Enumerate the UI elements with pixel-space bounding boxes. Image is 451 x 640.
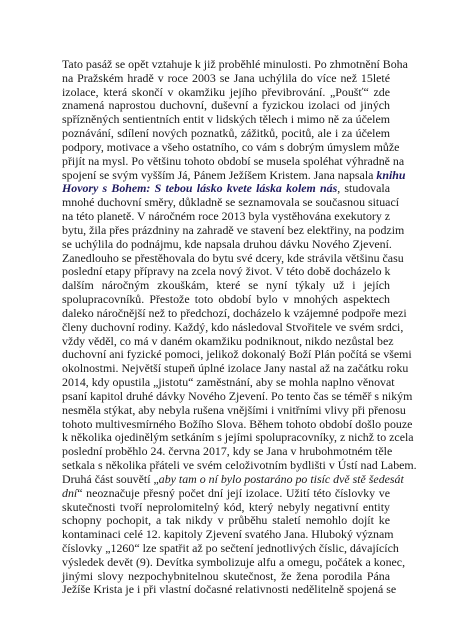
text-span: izolace, která skončí v okamžiku jejího převibrování. „Poušť“ zde [62,84,390,99]
text-span: okolnostmi. Největší stupeň úplné izolace Jany nastal až na začátku roku [62,361,409,376]
text-span: vždy věděl, co má v daném okamžiku podniknout, nikdo nezůstal bez [62,333,394,348]
text-line [62,514,390,528]
text-line [62,430,414,445]
text-line [62,238,390,252]
book-title-emphasis: knihu [376,167,406,182]
book-title-emphasis: Hovory s Bohem: S tebou lásko kvete láska kolem nás [62,181,338,196]
text-span: přijít na mysl. Po většinu tohoto období se musela spoléhat výhradně na [62,153,405,168]
text-line [62,458,417,473]
text-line [62,471,404,487]
text-span: poslední proběhlo 24. června 2017, kdy se Jana v hrubohmotném těle [62,444,393,459]
text-line [62,375,395,390]
text-line [62,347,412,362]
text-line [62,72,390,86]
text-span: “ neoznačuje přesný počet dní její izolace. Užití této číslovky ve [77,485,390,500]
text-line [62,582,397,597]
text-line [62,222,405,238]
text-line [62,57,408,72]
text-span: spřízněných sentientních entit v lidských tělech i mimo ně za účelem [62,112,390,127]
text-line [62,139,400,155]
text-span: výsledek devět (9). Devítka symbolizuje alfu a omegu, počátek a konec, [62,554,406,569]
text-span: na Pražském hradě v roce 2003 se Jana uchýlila do více než 15leté [62,70,390,85]
text-span: bytu, žila přes prázdniny na zahradě ve stavení bez elektřiny, na podzim [62,222,405,237]
text-line [62,527,394,542]
body-paragraph [62,57,417,597]
text-span: jinými slovy nezpochybnitelnou skutečnost, že žena porodila Pána [62,568,390,583]
text-line [62,265,390,279]
text-span: Zanedlouho se přestěhovala do bytu své dcery, kde strávila většinu času [62,250,404,265]
text-line [62,293,390,307]
text-line [62,444,393,459]
text-line [62,305,407,321]
text-span: tohoto multivesmírného Božího Slova. Během tohoto období došlo pouze [62,416,413,431]
text-span: dalším náročným zkouškám, které se nyní týkaly už i jejích [62,278,390,293]
text-span: mnohé duchovní směry, důkladně se seznamovala se současnou situací [62,195,400,210]
text-line [62,250,404,266]
text-line [62,153,405,169]
text-span: daleko náročnější než to předchozí, docházelo k vzájemné podpoře mezi [62,305,407,320]
text-span: k několika ojedinělým setkáním s jejími spolupracovníky, z nichž to zcela [62,430,414,445]
text-line [62,127,390,141]
text-span: poznávání, sdílení nových poznatků, zážitků, pocitů, ale i za účelem [62,126,390,141]
text-line [62,361,409,376]
text-span: schopny pochopit, a tak nikdy v průběhu staletí nemohlo dojít ke [62,513,390,528]
text-span: , studovala [337,181,390,196]
text-span: číslovky „1260“ lze spatřit až po sečtení jednotlivých číslic, dávajících [62,540,399,555]
text-line [62,333,394,349]
text-line [62,210,390,224]
text-line [62,540,399,556]
text-line [62,182,390,196]
text-span: duchovní ani fyzické pomoci, jelikož dokonalý Boží Plán počítá se všemi [62,347,412,362]
quoted-text: dní [62,485,78,500]
text-line [62,99,390,113]
text-line [62,319,404,335]
text-span: setkala s několika přáteli ve svém celoživotním bydlišti v Ústí nad Labem. [62,458,417,473]
text-span: kontaminaci celé 12. kapitoly Zjevení svatého Jana. Hluboký význam [62,527,394,542]
text-span: Ježíše Krista je i při vlastní dočasné relativnosti nedělitelně spojená se [62,582,397,597]
text-span: spojení se svým vyšším Já, Pánem Ježíšem Kristem. Jana napsala [62,167,377,182]
text-line [62,195,400,210]
text-span: podpory, motivace a všeho ostatního, co vám s dobrým úmyslem může [62,139,400,154]
text-span: znamená naprostou duchovní, duševní a fyzickou izolaci od jiných [62,98,390,113]
text-line [62,402,406,418]
text-line [62,554,406,570]
text-line [62,501,390,515]
text-line [62,388,413,404]
text-line [62,167,406,183]
text-span: skutečnosti tvoří neprolomitelný kód, který nebyly negativní entity [62,499,390,514]
text-line [62,570,390,584]
text-line [62,416,413,432]
text-line [62,487,390,501]
quoted-text: aby tam o ní bylo postaráno po tisíc dvě stě šedesát [158,471,404,486]
text-line [62,279,390,293]
text-span: členy duchovní rodiny. Každý, kdo následoval Stvořitele ve svém srdci, [62,319,404,334]
text-span: spolupracovníků. Přestože toto období bylo v mnohých aspektech [62,292,390,307]
text-span: se uchýlila do podnájmu, kde napsala druhou dávku Nového Zjevení. [62,236,392,251]
text-span: Tato pasáž se opět vztahuje k již proběhlé minulosti. Po zhmotnění Boha [62,57,408,71]
text-line [62,113,390,127]
text-span: nesměla stýkat, aby nebyla rušena vnějšími i vnitřními vlivy při přenosu [62,402,406,417]
text-span: Druhá část souvětí „ [62,471,159,486]
text-span: 2014, kdy opustila „jistotu“ zaměstnání, aby se mohla naplno věnovat [62,375,395,390]
text-span: poslední etapy přípravy na zcela nový život. V této době docházelo k [62,264,391,279]
text-line [62,86,390,100]
text-span: na této planetě. V náročném roce 2013 byla vystěhována exekutory z [62,209,391,224]
text-span: psaní kapitol druhé dávky Nového Zjevení. Po tento čas se téměř s nikým [62,388,413,403]
